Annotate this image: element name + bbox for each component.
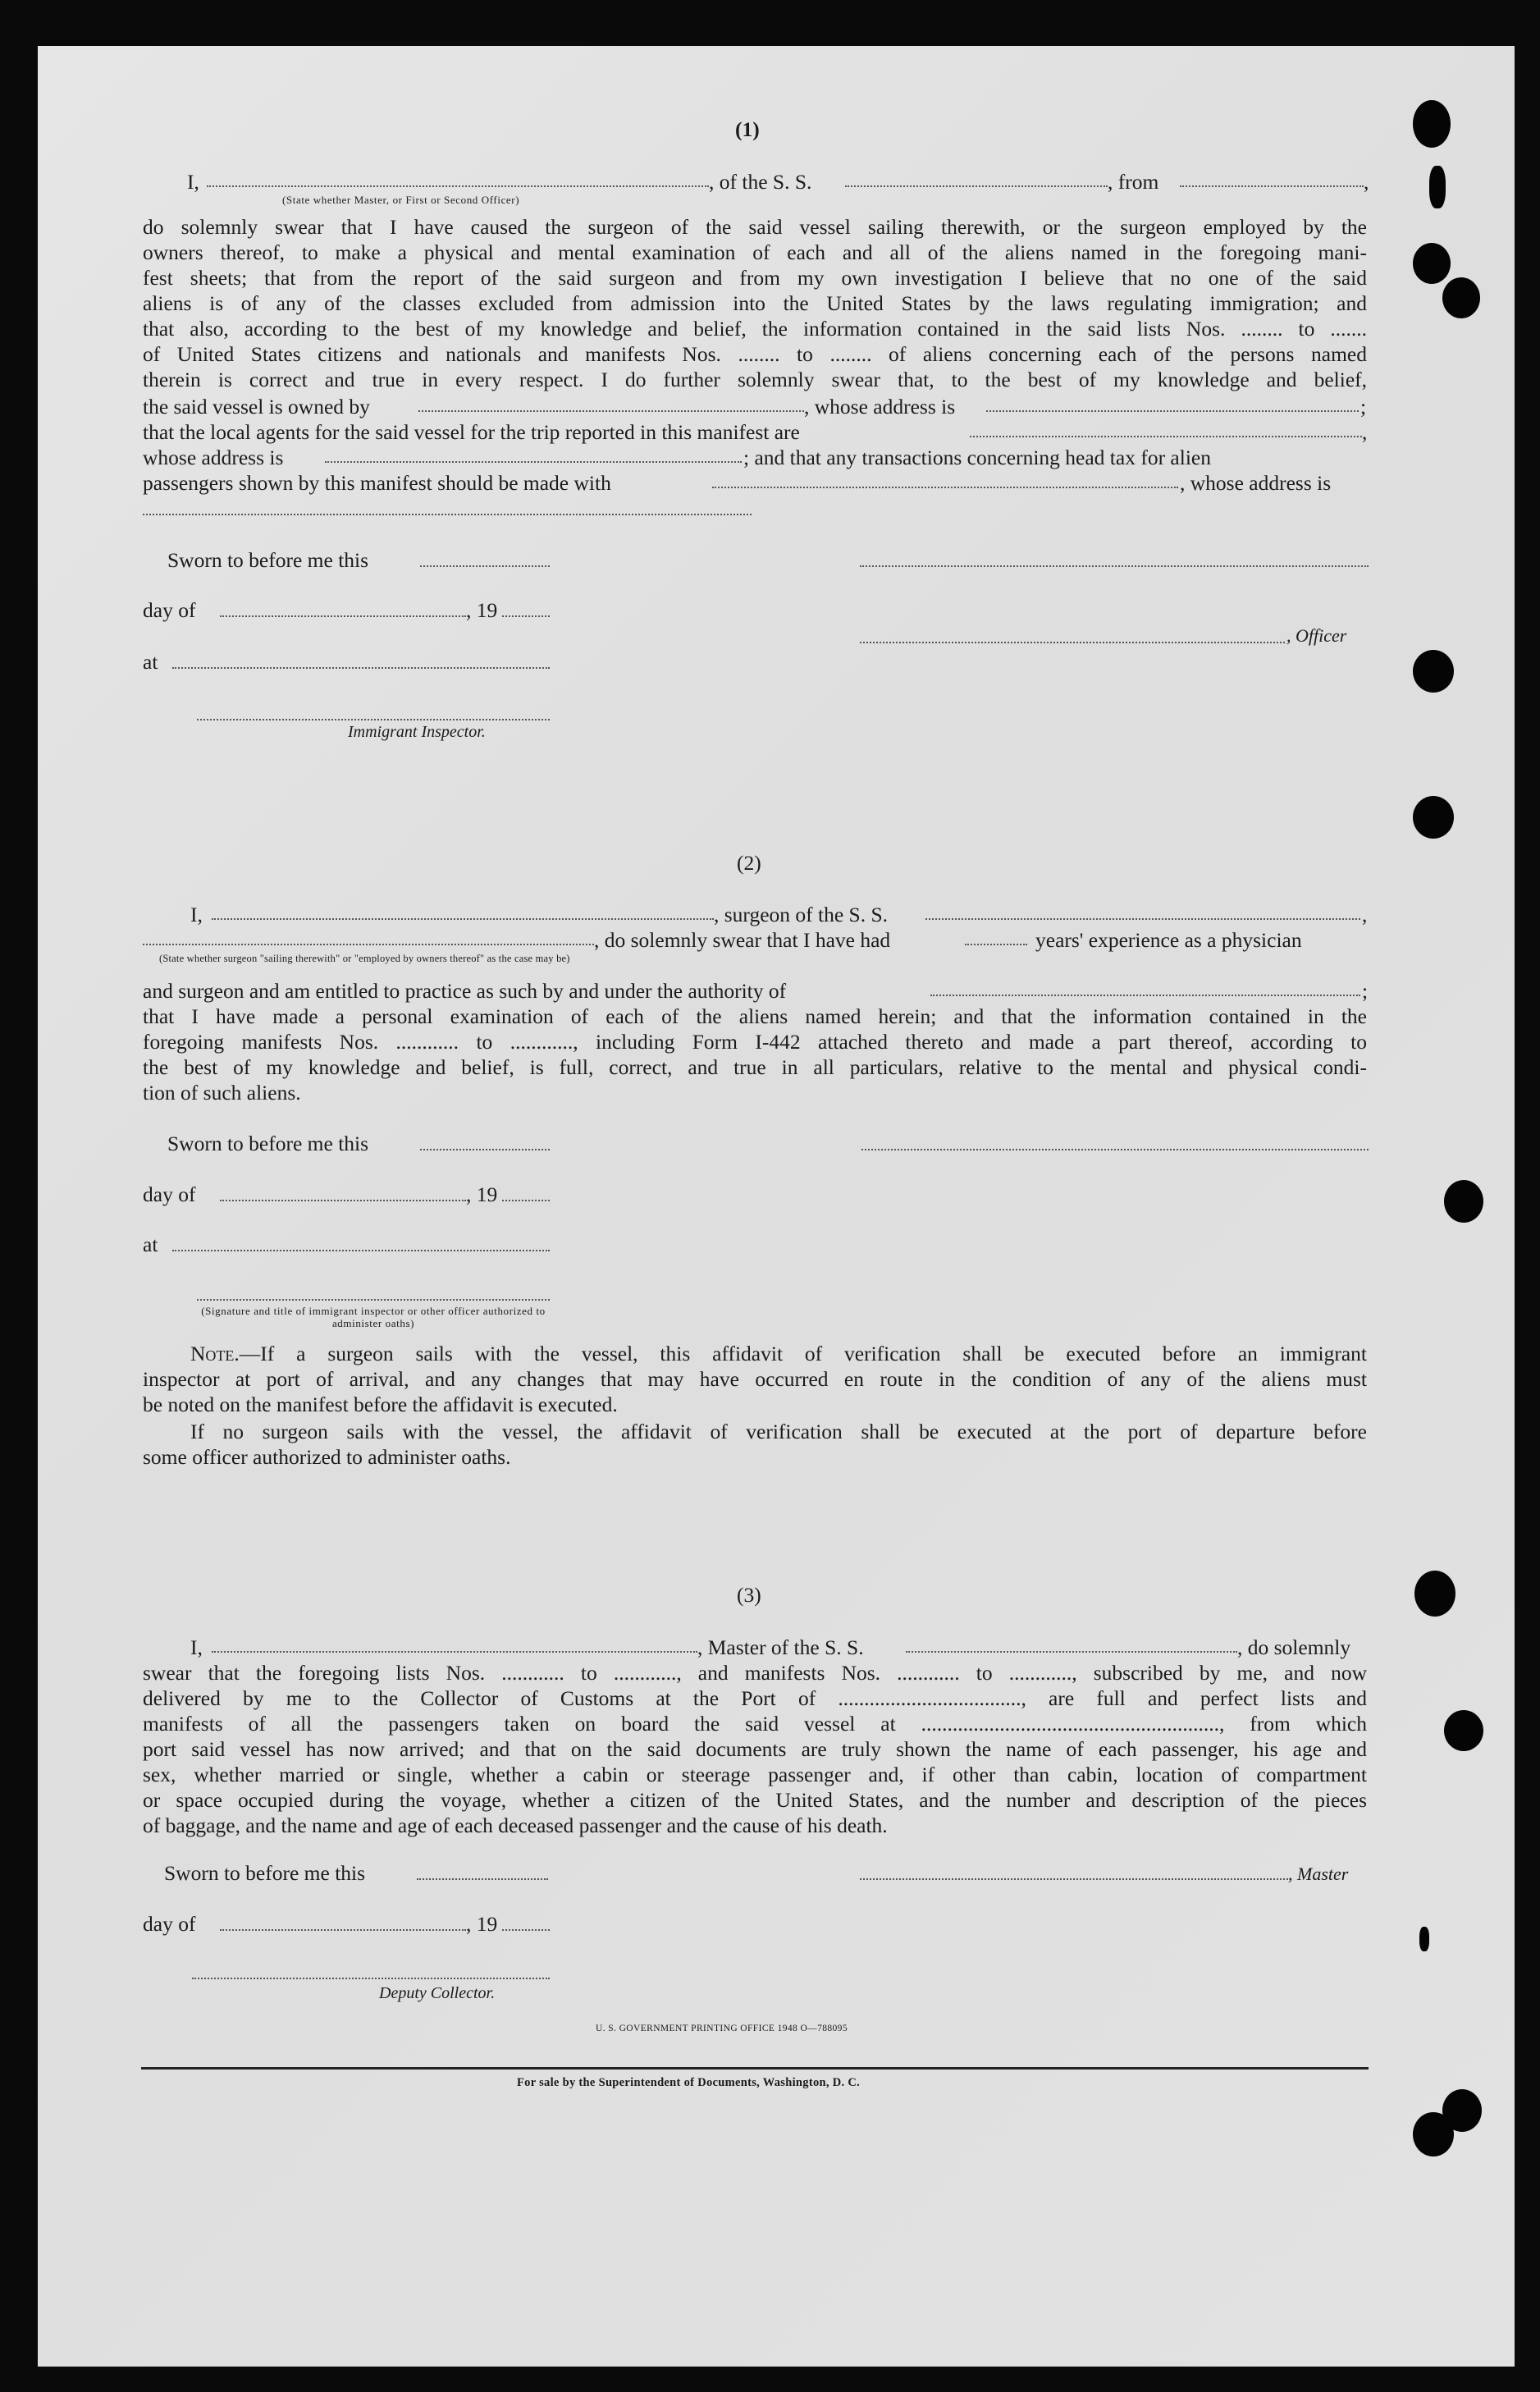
section-3-number: (3) [737,1583,761,1607]
s1-inspector-signature-field[interactable] [197,719,550,720]
s2-year-label: , 19 [466,1182,498,1206]
s1-head-tax-party-field[interactable] [712,487,1178,488]
s3-day-of-label: day of [143,1912,196,1936]
s1-text-line: of United States citizens and nationals and manifests Nos. ........ to ........ of aliens concerning each of the persons named [143,342,1367,366]
s2-authority-field[interactable] [930,995,1360,996]
punch-hole [1413,796,1454,839]
sale-notice: For sale by the Superintendent of Documents, Washington, D. C. [517,2076,861,2089]
s1-officer-label: , Officer [1286,625,1347,646]
s2-sworn-day-field[interactable] [420,1149,550,1150]
s2-i-label: I, [190,903,203,926]
s3-master-label: , Master [1288,1864,1349,1884]
s1-of-ss-label: , of the S. S. [709,170,812,194]
s2-year-field[interactable] [502,1200,550,1201]
s2-note-last: be noted on the manifest before the affidavit is executed. [143,1393,618,1416]
s2-vessel-field[interactable] [925,918,1360,920]
s2-text-last-line: tion of such aliens. [143,1081,301,1105]
section-2-number: (2) [737,851,761,875]
punch-hole [1444,1710,1483,1751]
s3-text-line: swear that the foregoing lists Nos. ............ to ............, and manifests Nos. ............ to ............, subscribed by me, and now [143,1661,1367,1685]
s2-day-of-label: day of [143,1182,196,1206]
s3-sworn-label: Sworn to before me this [164,1861,366,1885]
s2-signature-caption: (Signature and title of immigrant inspector or other officer authorized to administer oaths) [201,1305,546,1329]
s1-text-line: that also, according to the best of my knowledge and belief, the information contained in the said lists Nos. ........ to ....... [143,317,1367,341]
s3-text-line: port said vessel has now arrived; and that on the said documents are truly shown the name of each passenger, his age and [143,1737,1367,1761]
s3-master-signature-field[interactable] [860,1878,1288,1880]
s2-comma: , [1362,903,1368,926]
s2-entitled-text: and surgeon and am entitled to practice as such by and under the authority of [143,979,787,1003]
s3-master-name-field[interactable] [212,1651,697,1653]
s1-year-label: , 19 [466,598,498,622]
s2-note2-line: If no surgeon sails with the vessel, the affidavit of verification shall be executed at the port of departure before [190,1420,1367,1443]
s3-i-label: I, [190,1635,203,1659]
s2-surgeon-type-field[interactable] [143,944,594,945]
s1-from-field[interactable] [1180,185,1364,187]
punch-hole [1442,277,1480,318]
s2-inspector-signature-field[interactable] [197,1299,550,1301]
s1-whose-address2-label: whose address is [143,446,284,469]
s3-year-label: , 19 [466,1912,498,1936]
s3-deputy-label: Deputy Collector. [379,1984,496,2002]
s2-note-label: Note. [190,1342,240,1365]
punch-hole-mark [1413,100,1451,148]
section-1-number: (1) [735,117,760,141]
punch-hole-mark [1419,1927,1429,1951]
s1-officer-signature-field[interactable] [860,565,1369,567]
s1-agents-field[interactable] [970,436,1362,437]
s1-at-field[interactable] [172,667,550,669]
s1-day-of-label: day of [143,598,196,622]
s2-month-field[interactable] [220,1200,466,1201]
s1-owner-field[interactable] [418,410,804,412]
s2-sworn-label: Sworn to before me this [167,1132,369,1155]
footer-rule [141,2067,1369,2070]
s2-surgeon-caption: (State whether surgeon "sailing therewith" or "employed by owners thereof" as the case may be) [159,953,570,964]
s1-officer-name-field[interactable] [207,185,709,187]
s2-text-line: foregoing manifests Nos. ............ to ............, including Form I-442 attached thereto and made a part thereof, according to [143,1030,1367,1054]
s3-text-line: sex, whether married or single, whether a cabin or steerage passenger and, if other than cabin, location of compartment [143,1763,1367,1786]
s1-officer-title-line [860,642,1285,643]
s3-year-field[interactable] [502,1929,550,1931]
s2-surgeon-name-field[interactable] [212,918,714,920]
s1-whose-address-label: , whose address is [804,395,956,418]
s3-sworn-day-field[interactable] [417,1878,548,1880]
punch-hole [1444,1180,1483,1223]
s1-at-label: at [143,650,158,674]
s1-inspector-label: Immigrant Inspector. [348,723,486,741]
gpo-imprint: U. S. GOVERNMENT PRINTING OFFICE 1948 O—788095 [596,2024,848,2033]
s1-agents-address-field[interactable] [325,461,742,463]
s3-text-line: or space occupied during the voyage, whether a citizen of the United States, and the number and description of the pieces [143,1788,1367,1812]
s1-officer-caption: (State whether Master, or First or Second Officer) [282,194,520,206]
s2-at-field[interactable] [172,1250,550,1251]
punch-hole [1442,2089,1482,2132]
s1-head-tax-text: ; and that any transactions concerning head tax for alien [743,446,1211,469]
s2-text-line: that I have made a personal examination of each of the aliens named herein; and that the information contained in the [143,1004,1367,1028]
s3-month-field[interactable] [220,1929,466,1931]
s1-agents-comma: , [1362,420,1368,444]
s1-semicolon: ; [1360,395,1367,418]
s3-vessel-field[interactable] [906,1651,1237,1653]
s3-text-line: delivered by me to the Collector of Customs at the Port of ..................................., are full and perfect lists and [143,1686,1367,1710]
s3-text-last-line: of baggage, and the name and age of each deceased passenger and the cause of his death. [143,1813,888,1837]
s2-note-line [190,1342,1367,1366]
s1-text-line: aliens is of any of the classes excluded from admission into the United States by the laws regulating immigration; and [143,291,1367,315]
s3-text-line: manifests of all the passengers taken on board the said vessel at ........................................................., from which [143,1712,1367,1736]
s2-years-field[interactable] [965,944,1027,945]
s1-sworn-day-field[interactable] [420,565,550,567]
s1-head-tax-address-field[interactable] [143,514,752,515]
s3-do-solemnly-label: , do solemnly [1237,1635,1351,1659]
s2-text-line: the best of my knowledge and belief, is full, correct, and true in all particulars, relative to the mental and physical condi- [143,1055,1367,1079]
s1-owned-by-label: the said vessel is owned by [143,395,370,418]
s1-whose-address3-label: , whose address is [1180,471,1332,495]
s1-text-line: therein is correct and true in every respect. I do further solemnly swear that, to the best of my knowledge and belief, [143,368,1367,391]
punch-hole [1413,243,1451,284]
s3-master-of-label: , Master of the S. S. [697,1635,864,1659]
s2-semicolon: ; [1362,979,1369,1003]
s1-passengers-text: passengers shown by this manifest should be made with [143,471,611,495]
s2-swear-text: , do solemnly swear that I have had [594,928,891,952]
punch-hole [1413,650,1454,693]
s1-vessel-field[interactable] [845,185,1108,187]
s1-month-field[interactable] [220,615,466,617]
s2-note-line: inspector at port of arrival, and any changes that may have occurred en route in the condition of any of the aliens must [143,1367,1367,1391]
s2-note2-last: some officer authorized to administer oaths. [143,1445,511,1469]
s1-i-label: I, [187,170,199,194]
s1-owner-address-field[interactable] [986,410,1359,412]
s2-surgeon-signature-field[interactable] [861,1149,1369,1150]
s1-agents-label: that the local agents for the said vessel for the trip reported in this manifest are [143,420,800,444]
s2-note-text: —If a surgeon sails with the vessel, this affidavit of verification shall be executed before an immigrant [239,1342,1367,1365]
s1-from-label: , from [1108,170,1159,194]
s3-collector-signature-field[interactable] [192,1978,550,1979]
s2-surgeon-of-label: , surgeon of the S. S. [714,903,889,926]
s1-text-line: do solemnly swear that I have caused the surgeon of the said vessel sailing therewith, or the surgeon employed by the [143,215,1367,239]
s1-sworn-label: Sworn to before me this [167,548,369,572]
s1-text-line: fest sheets; that from the report of the said surgeon and from my own investigation I believe that no one of the said [143,266,1367,290]
s1-text-line: owners thereof, to make a physical and mental examination of each and all of the aliens named in the foregoing mani- [143,240,1367,264]
punch-hole-mark [1429,166,1446,208]
punch-hole [1414,1571,1455,1617]
s1-comma: , [1364,170,1369,194]
s2-at-label: at [143,1233,158,1256]
s2-years-text: years' experience as a physician [1035,928,1302,952]
s1-year-field[interactable] [502,615,550,617]
